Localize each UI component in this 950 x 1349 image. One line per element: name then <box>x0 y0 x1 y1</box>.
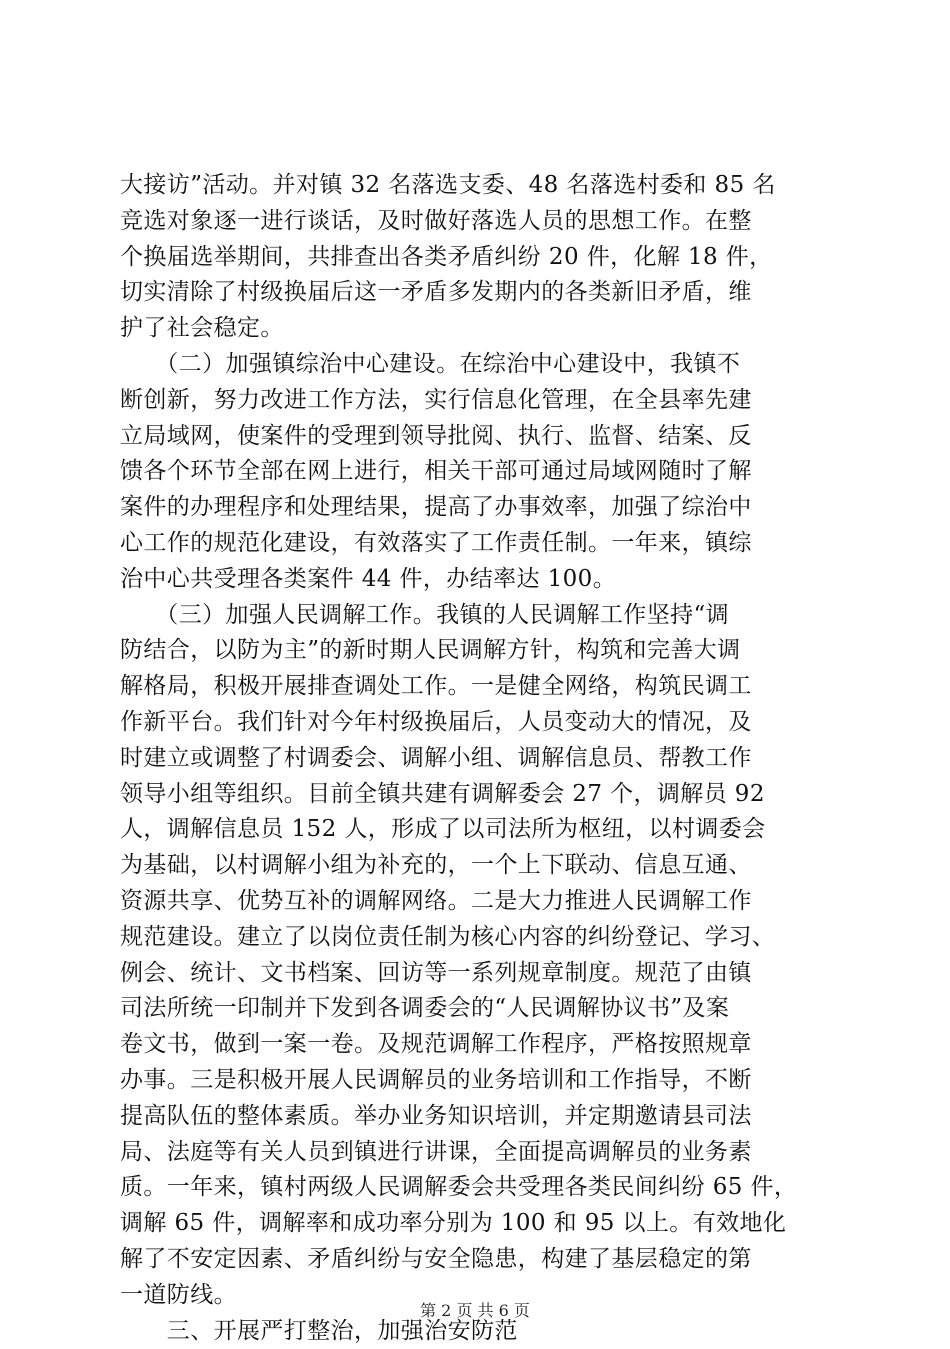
text-line: 卷文书，做到一案一卷。及规范调解工作程序，严格按照规章 <box>120 1027 840 1063</box>
text-line: 大接访”活动。并对镇 32 名落选支委、48 名落选村委和 85 名 <box>120 168 840 204</box>
text-line: 质。一年来，镇村两级人民调解委会共受理各类民间纠纷 65 件， <box>120 1170 840 1206</box>
text-line: 人，调解信息员 152 人，形成了以司法所为枢纽，以村调委会 <box>120 812 840 848</box>
text-line: 切实清除了村级换届后这一矛盾多发期内的各类新旧矛盾，维 <box>120 275 840 311</box>
text-line: 案件的办理程序和处理结果，提高了办事效率，加强了综治中 <box>120 490 840 526</box>
text-line: 竞选对象逐一进行谈话，及时做好落选人员的思想工作。在整 <box>120 204 840 240</box>
text-line: 个换届选举期间，共排查出各类矛盾纠纷 20 件，化解 18 件， <box>120 240 840 276</box>
text-line: （二）加强镇综治中心建设。在综治中心建设中，我镇不 <box>120 347 840 383</box>
text-line: 治中心共受理各类案件 44 件，办结率达 100。 <box>120 562 840 598</box>
text-line: 一道防线。 <box>120 1278 840 1314</box>
text-line: 时建立或调整了村调委会、调解小组、调解信息员、帮教工作 <box>120 741 840 777</box>
text-line: 规范建设。建立了以岗位责任制为核心内容的纠纷登记、学习、 <box>120 920 840 956</box>
text-line: 调解 65 件，调解率和成功率分别为 100 和 95 以上。有效地化 <box>120 1206 840 1242</box>
text-line: 断创新，努力改进工作方法，实行信息化管理，在全县率先建 <box>120 383 840 419</box>
text-line: 解了不安定因素、矛盾纠纷与安全隐患，构建了基层稳定的第 <box>120 1242 840 1278</box>
text-line: 例会、统计、文书档案、回访等一系列规章制度。规范了由镇 <box>120 956 840 992</box>
text-line: 作新平台。我们针对今年村级换届后，人员变动大的情况，及 <box>120 705 840 741</box>
text-line: 护了社会稳定。 <box>120 311 840 347</box>
text-line: 解格局，积极开展排查调处工作。一是健全网络，构筑民调工 <box>120 669 840 705</box>
text-line: 领导小组等组织。目前全镇共建有调解委会 27 个，调解员 92 <box>120 777 840 813</box>
document-body <box>120 168 840 1349</box>
text-line: 办事。三是积极开展人民调解员的业务培训和工作指导，不断 <box>120 1063 840 1099</box>
text-line: 心工作的规范化建设，有效落实了工作责任制。一年来，镇综 <box>120 526 840 562</box>
text-line: 资源共享、优势互补的调解网络。二是大力推进人民调解工作 <box>120 884 840 920</box>
text-line: 立局域网，使案件的受理到领导批阅、执行、监督、结案、反 <box>120 419 840 455</box>
text-line: 防结合，以防为主”的新时期人民调解方针，构筑和完善大调 <box>120 633 840 669</box>
text-line: 馈各个环节全部在网上进行，相关干部可通过局域网随时了解 <box>120 454 840 490</box>
text-line: 为基础，以村调解小组为补充的，一个上下联动、信息互通、 <box>120 848 840 884</box>
text-line: 提高队伍的整体素质。举办业务知识培训，并定期邀请县司法 <box>120 1099 840 1135</box>
text-line: （三）加强人民调解工作。我镇的人民调解工作坚持“调 <box>120 598 840 634</box>
text-line: 局、法庭等有关人员到镇进行讲课，全面提高调解员的业务素 <box>120 1135 840 1171</box>
section-heading: 三、开展严打整治，加强治安防范 <box>120 1314 840 1349</box>
page-footer: 第 2 页 共 6 页 <box>0 1298 950 1321</box>
text-line: 司法所统一印制并下发到各调委会的“人民调解协议书”及案 <box>120 991 840 1027</box>
